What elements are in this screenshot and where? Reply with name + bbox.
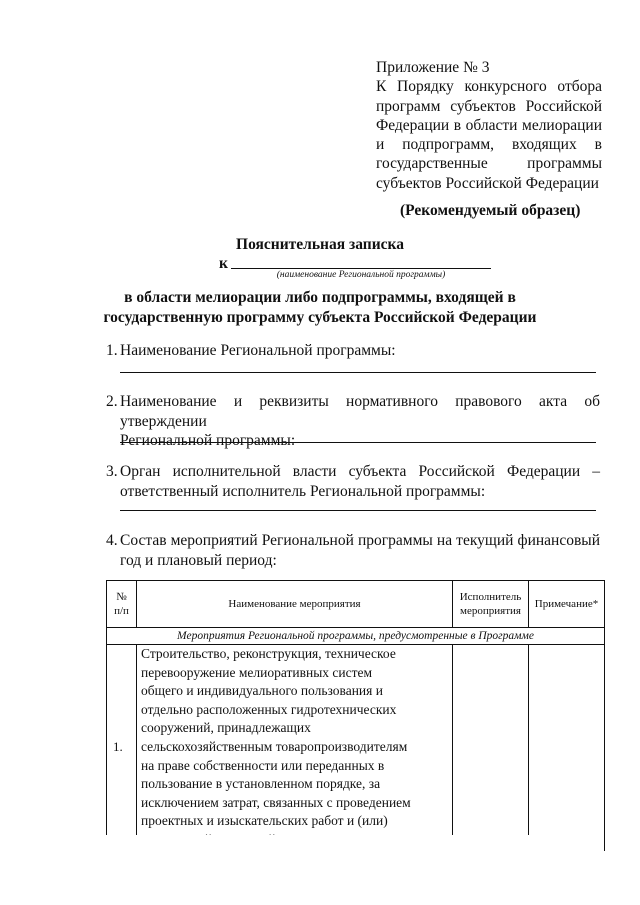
to-prefix: к [219, 255, 228, 272]
item-number: 2. [106, 393, 118, 410]
measures-table [106, 580, 605, 851]
header-text: п/п [114, 605, 129, 617]
table-row [107, 645, 605, 851]
appendix-line: К Порядку конкурсного отбора [376, 78, 602, 96]
section-title: Мероприятия Региональной программы, предусмотренные в Программе [107, 628, 605, 645]
item-1 [106, 341, 600, 361]
table-section-row [107, 628, 605, 645]
program-name-caption: (наименование Региональной программы) [276, 270, 446, 280]
page-bottom-mask [106, 835, 604, 905]
item-number: 4. [106, 532, 118, 549]
document-subtitle [60, 288, 580, 327]
appendix-header [376, 58, 602, 193]
appendix-line: Федерации в области мелиорации [376, 116, 602, 134]
header-text: мероприятия [460, 605, 521, 617]
item-1-fill-line [120, 372, 596, 373]
appendix-line: и подпрограмм, входящих в [376, 136, 602, 154]
appendix-line: программ субъектов Российской [376, 97, 602, 115]
item-number: 1. [106, 342, 118, 359]
appendix-line: государственные программы [376, 155, 602, 173]
item-4 [106, 531, 600, 570]
col-header-number [107, 581, 137, 628]
row-line: проектных и изыскательских работ и (или) [141, 813, 388, 829]
appendix-line: субъектов Российской Федерации [376, 174, 599, 192]
item-3 [106, 462, 600, 501]
row-line: перевооружение мелиоративных систем [141, 664, 373, 680]
item-2-fill-line [120, 442, 596, 443]
item-text-cont: ответственный исполнитель Региональной программы: [120, 482, 486, 500]
row-executor [453, 645, 529, 851]
item-text: Наименование и реквизиты нормативного правового акта об утверждении [120, 393, 600, 430]
item-text-cont: Региональной программы: [120, 432, 296, 449]
col-header-executor [453, 581, 529, 628]
col-header-name: Наименование мероприятия [137, 581, 453, 628]
row-number: 1. [107, 645, 137, 851]
subtitle-line: государственную программу субъекта Российской Федерации [103, 308, 537, 326]
item-number: 3. [106, 463, 118, 480]
row-line: сельскохозяйственным товаропроизводителям [141, 738, 408, 754]
row-description [137, 645, 453, 851]
header-text: № [116, 591, 127, 603]
row-line: сооружений, принадлежащих [141, 720, 311, 736]
item-text: Состав мероприятий Региональной программы на текущий финансовый [120, 532, 600, 549]
subtitle-line: в области мелиорации либо подпрограммы, входящей в [124, 289, 516, 306]
row-line: на праве собственности или переданных в [141, 757, 385, 773]
row-line: исключением затрат, связанных с проведением [141, 794, 411, 810]
sample-label: (Рекомендуемый образец) [400, 202, 581, 219]
program-name-line [231, 268, 491, 269]
row-line: отдельно расположенных гидротехнических [141, 701, 397, 717]
item-text: Наименование Региональной программы: [120, 342, 396, 359]
row-line: общего и индивидуального пользования и [141, 683, 383, 699]
header-text: Исполнитель [459, 591, 522, 603]
item-text-cont: год и плановый период: [120, 551, 277, 569]
col-header-note: Примечание* [529, 581, 605, 628]
document-title: Пояснительная записка [236, 236, 404, 253]
item-3-fill-line [120, 510, 596, 511]
table-header-row [107, 581, 605, 628]
item-text: Орган исполнительной власти субъекта Российской Федерации – [120, 463, 600, 480]
appendix-line: Приложение № 3 [376, 59, 490, 76]
row-line: Строительство, реконструкция, техническое [141, 646, 396, 661]
row-note [529, 645, 605, 851]
row-line: пользование в установленном порядке, за [141, 776, 381, 792]
